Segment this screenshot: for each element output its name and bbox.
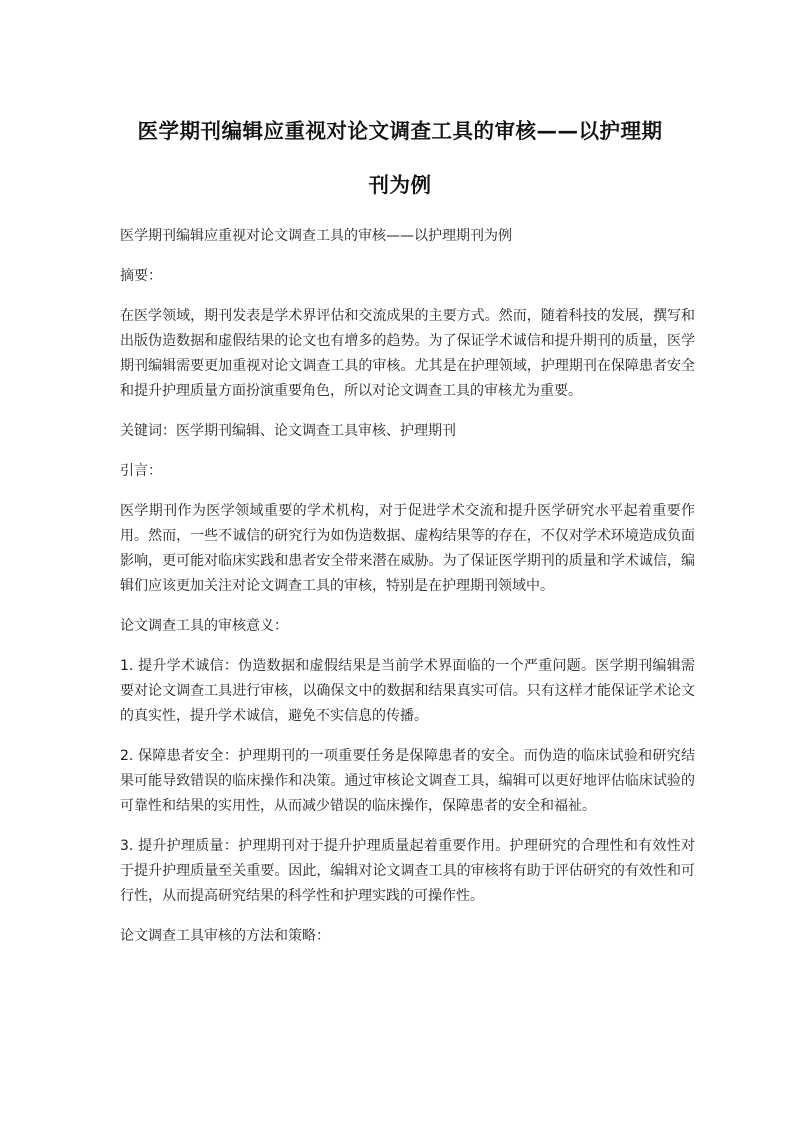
significance-heading: 论文调查工具的审核意义：	[120, 618, 288, 634]
title-repeat-paragraph: 医学期刊编辑应重视对论文调查工具的审核——以护理期刊为例	[120, 228, 512, 244]
document-title-line-1: 医学期刊编辑应重视对论文调查工具的审核——以护理期	[137, 119, 663, 143]
introduction-heading: 引言：	[120, 463, 162, 479]
abstract-paragraph: 在医学领域，期刊发表是学术界评估和交流成果的主要方式。然而，随着科技的发展，撰写和出版伪造数据和虚假结果的论文也有增多的趋势。为了保证学术诚信和提升期刊的质量，医学期刊编辑需要更加重视对论文调查工具的审核。尤其是在护理领域，护理期刊在保障患者安全和提升护理质量方面扮演重要角色，所以对论文调查工具的审核尤为重要。	[120, 308, 695, 399]
methods-heading: 论文调查工具审核的方法和策略：	[120, 928, 330, 944]
introduction-paragraph: 医学期刊作为医学领域重要的学术机构，对于促进学术交流和提升医学研究水平起着重要作用。然而，一些不诚信的研究行为如伪造数据、虚构结果等的存在，不仅对学术环境造成负面影响，更可能对临床实践和患者安全带来潜在威胁。为了保证医学期刊的质量和学术诚信，编辑们应该更加关注对论文调查工具的审核，特别是在护理期刊领域中。	[120, 503, 695, 594]
document-body	[120, 224, 695, 964]
list-item-nursing-quality: 3. 提升护理质量：护理期刊对于提升护理质量起着重要作用。护理研究的合理性和有效性对于提升护理质量至关重要。因此，编辑对论文调查工具的审核将有助于评估研究的有效性和可行性，从而提高研究结果的科学性和护理实践的可操作性。	[120, 838, 695, 904]
list-item-academic-integrity: 1. 提升学术诚信：伪造数据和虚假结果是当前学术界面临的一个严重问题。医学期刊编辑需要对论文调查工具进行审核，以确保文中的数据和结果真实可信。只有这样才能保证学术论文的真实性，提升学术诚信，避免不实信息的传播。	[120, 658, 695, 724]
document-title	[100, 104, 700, 212]
document-title-line-2: 刊为例	[368, 173, 432, 197]
list-item-patient-safety: 2. 保障患者安全：护理期刊的一项重要任务是保障患者的安全。而伪造的临床试验和研究结果可能导致错误的临床操作和决策。通过审核论文调查工具，编辑可以更好地评估临床试验的可靠性和结果的实用性，从而减少错误的临床操作，保障患者的安全和福祉。	[120, 748, 695, 814]
keywords-paragraph: 关键词：医学期刊编辑、论文调查工具审核、护理期刊	[120, 423, 456, 439]
abstract-heading: 摘要：	[120, 268, 162, 284]
